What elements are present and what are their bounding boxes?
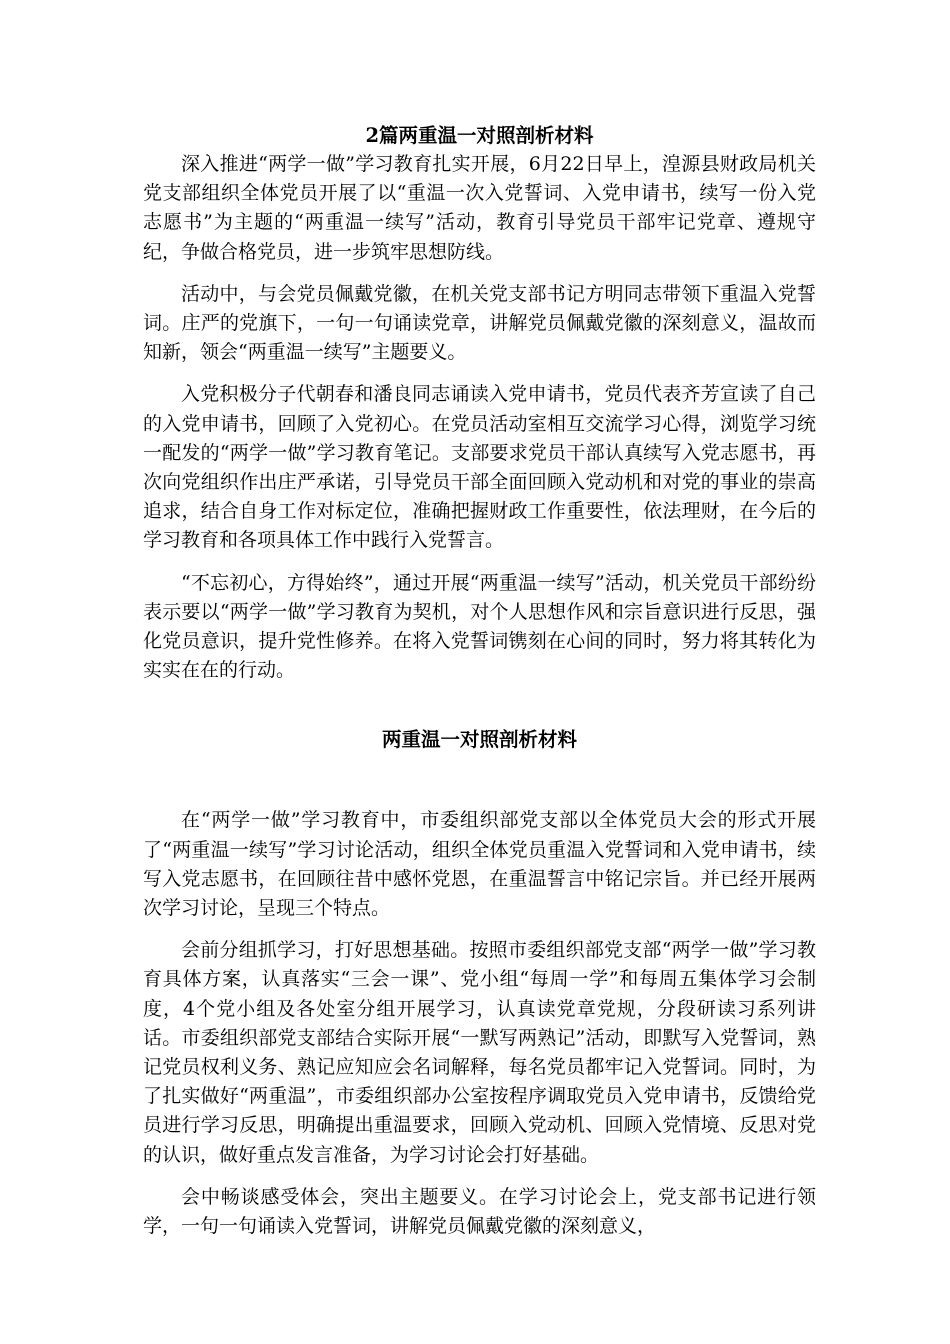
section1-paragraph-1: 深入推进“两学一做”学习教育扎实开展，6月22日早上，湟源县财政局机关党支部组织全体党员开展了以“重温一次入党誓词、入党申请书，续写一份入党志愿书”为主题的“两重温一续写”活动，教育引导党员干部牢记党章、遵规守纪，争做合格党员，进一步筑牢思想防线。	[143, 153, 816, 263]
document-content	[143, 121, 816, 1254]
section2-paragraph-1: 在“两学一做”学习教育中，市委组织部党支部以全体党员大会的形式开展了“两重温一续写”学习讨论活动，组织全体党员重温入党誓词和入党申请书，续写入党志愿书，在回顾往昔中感怀党恩，在重温誓言中铭记宗旨。并已经开展两次学习讨论，呈现三个特点。	[143, 809, 816, 920]
section1-paragraph-4: “不忘初心，方得始终”，通过开展“两重温一续写”活动，机关党员干部纷纷表示要以“两学一做”学习教育为契机，对个人思想作风和宗旨意识进行反思，强化党员意识，提升党性修养。在将入党誓词镌刻在心间的同时，努力将其转化为实实在在的行动。	[143, 571, 816, 682]
section2-paragraph-3: 会中畅谈感受体会，突出主题要义。在学习讨论会上，党支部书记进行领学，一句一句诵读入党誓词，讲解党员佩戴党徽的深刻意义，	[143, 1185, 816, 1238]
section2-paragraph-2: 会前分组抓学习，打好思想基础。按照市委组织部党支部“两学一做”学习教育具体方案，认真落实“三会一课”、党小组“每周一学”和每周五集体学习会制度，4个党小组及各处室分组开展学习，认真读党章党规，分段研读习系列讲话。市委组织部党支部结合实际开展“一默写两熟记”活动，即默写入党誓词，熟记党员权利义务、熟记应知应会名词解释，每名党员都牢记入党誓词。同时，为了扎实做好“两重温”，市委组织部办公室按程序调取党员入党申请书，反馈给党员进行学习反思，明确提出重温要求，回顾入党动机、回顾入党情境、反思对党的认识，做好重点发言准备，为学习讨论会打好基础。	[143, 939, 816, 1166]
section1-paragraph-2: 活动中，与会党员佩戴党徽，在机关党支部书记方明同志带领下重温入党誓词。庄严的党旗下，一句一句诵读党章，讲解党员佩戴党徽的深刻意义，温故而知新，领会“两重温一续写”主题要义。	[143, 282, 816, 364]
section1-paragraph-3: 入党积极分子代朝春和潘良同志诵读入党申请书，党员代表齐芳宣读了自己的入党申请书，回顾了入党初心。在党员活动室相互交流学习心得，浏览学习统一配发的“两学一做”学习教育笔记。支部要求党员干部认真续写入党志愿书，再次向党组织作出庄严承诺，引导党员干部全面回顾入党动机和对党的事业的崇高追求，结合自身工作对标定位，准确把握财政工作重要性，依法理财，在今后的学习教育和各项具体工作中践行入党誓言。	[143, 383, 816, 552]
section2-title: 两重温一对照剖析材料	[381, 728, 577, 752]
section1-title: 2篇两重温一对照剖析材料	[365, 124, 594, 147]
